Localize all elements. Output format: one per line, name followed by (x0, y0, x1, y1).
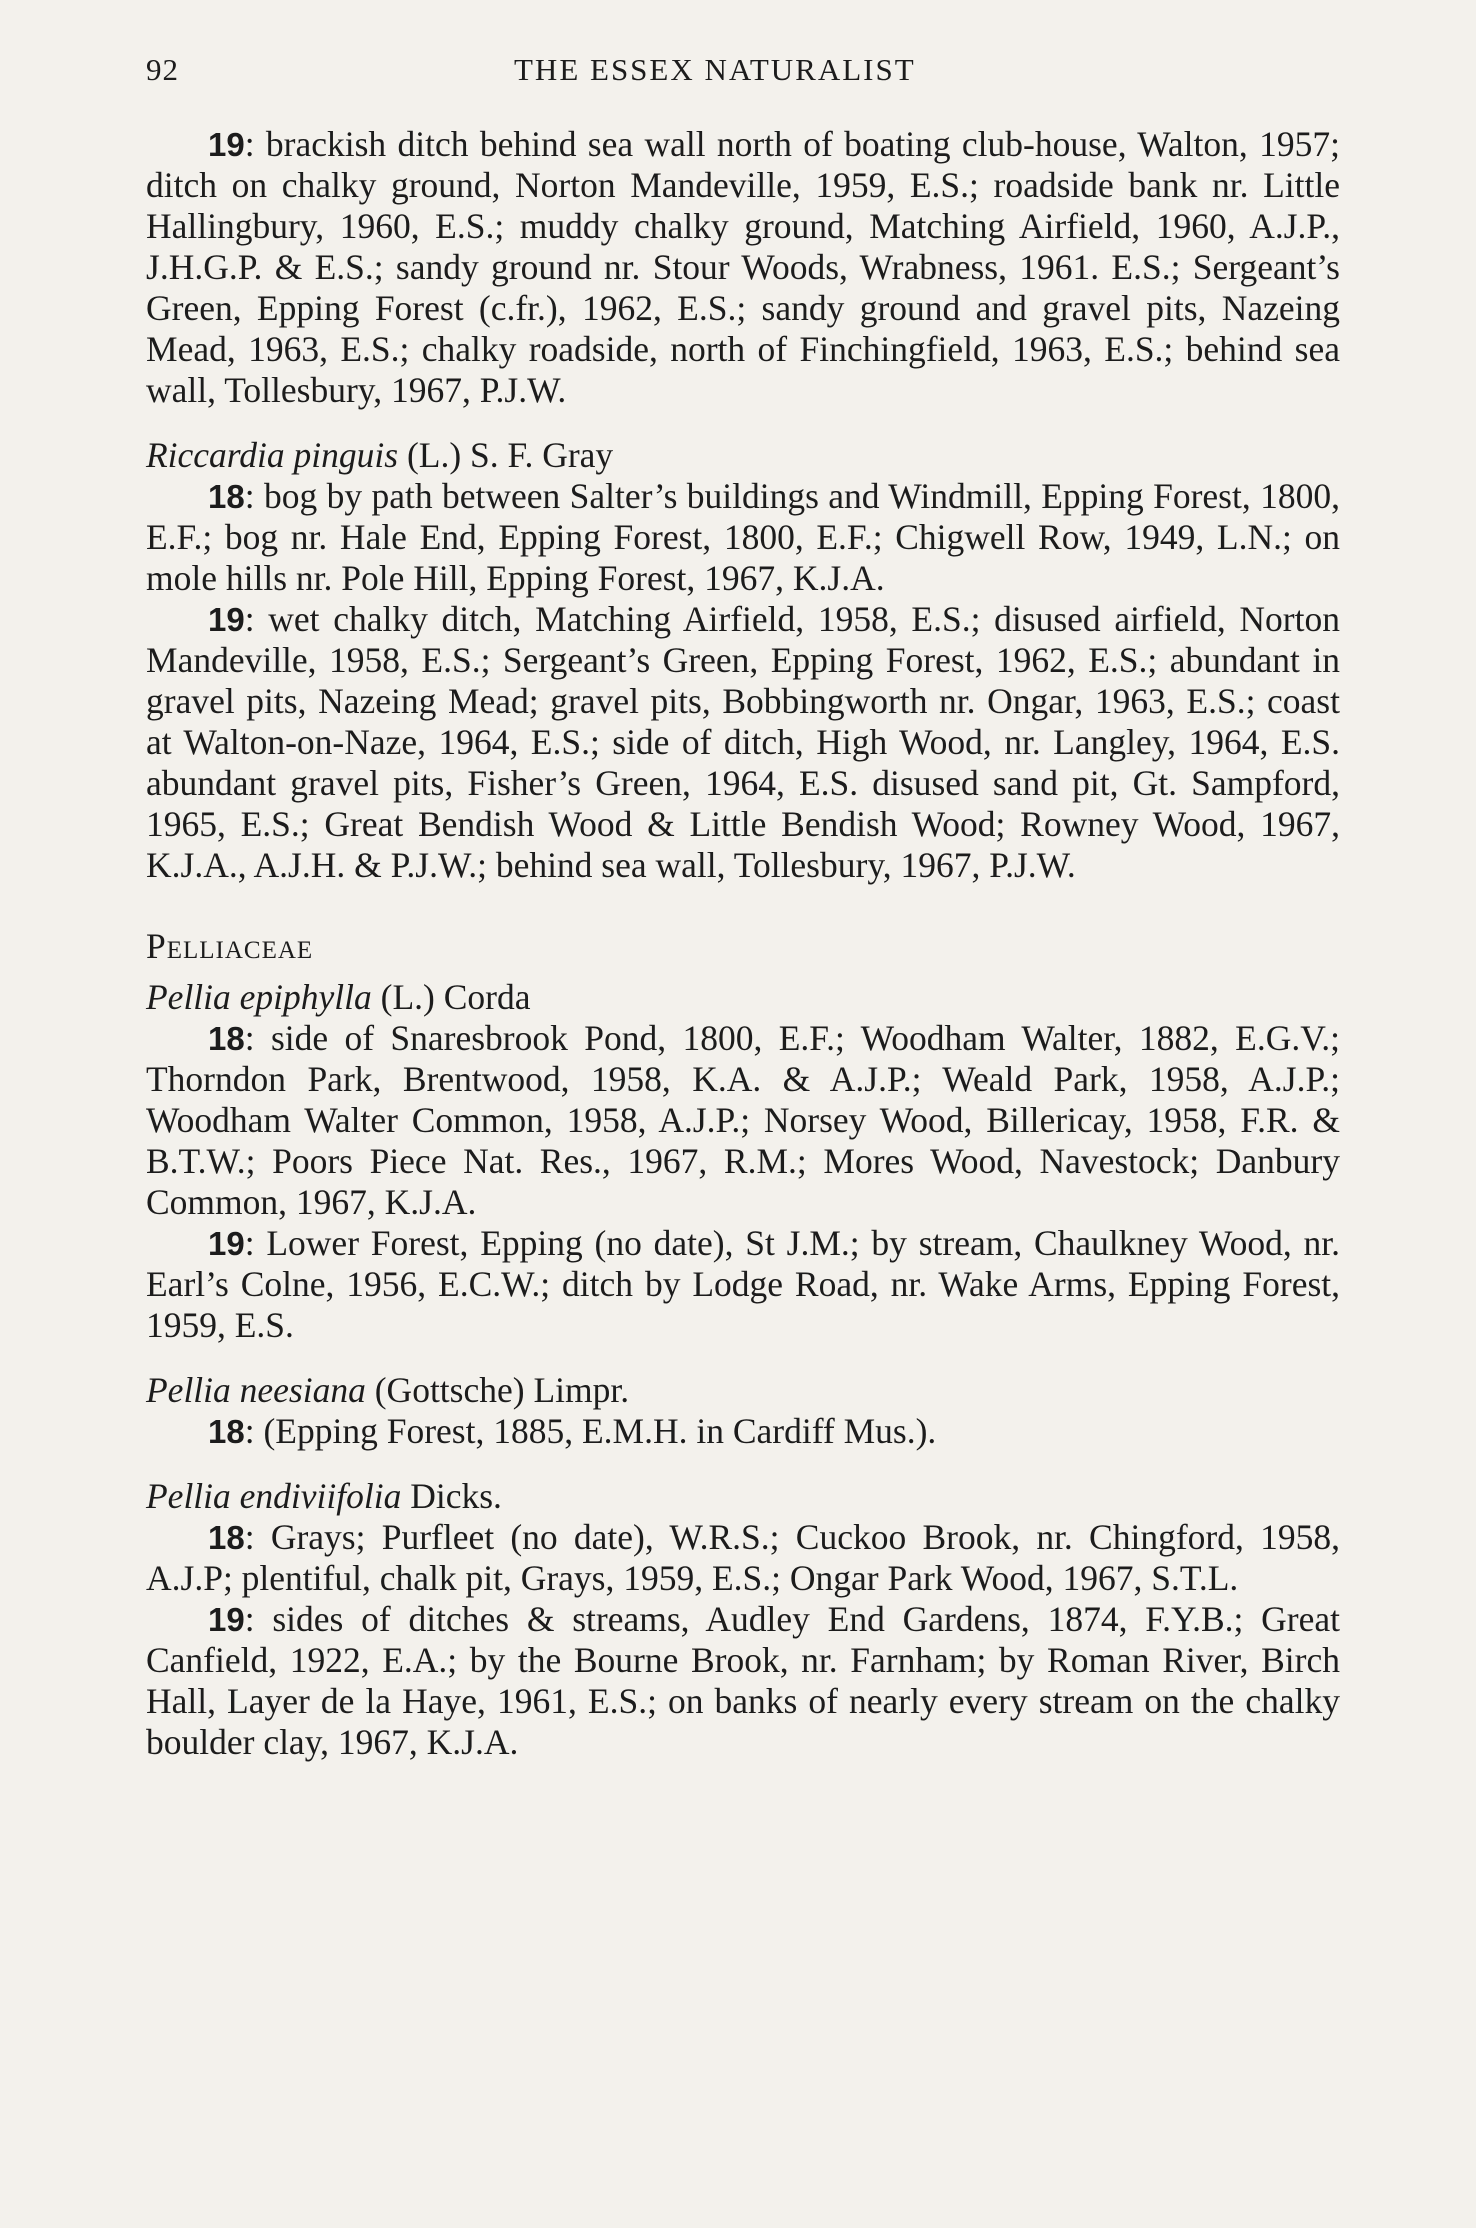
locality-text: : Lower Forest, Epping (no date), St J.M.; by stream, Chaulkney Wood, nr. Earl’s Colne, 1956, E.C.W.; ditch by Lodge Road, nr. Wake Arms, Epping Forest, 1959, E.S. (146, 1223, 1340, 1345)
vice-county-number: 18 (208, 1020, 245, 1057)
locality-paragraph (146, 1599, 1340, 1763)
locality-text: : sides of ditches & streams, Audley End Gardens, 1874, F.Y.B.; Great Canfield, 1922, E.A.; by the Bourne Brook, nr. Farnham; by Roman River, Birch Hall, Layer de la Haye, 1961, E.S.; on banks of nearly every stream on the chalky boulder clay, 1967, K.J.A. (146, 1599, 1340, 1762)
locality-paragraph (146, 1018, 1340, 1223)
page-header (146, 52, 1346, 92)
species-heading (146, 1476, 1340, 1517)
species-authority: (L.) S. F. Gray (398, 435, 614, 475)
locality-paragraph (146, 1411, 1340, 1452)
locality-text: : bog by path between Salter’s buildings and Windmill, Epping Forest, 1800, E.F.; bog nr. Hale End, Epping Forest, 1800, E.F.; Chigwell Row, 1949, L.N.; on mole hills nr. Pole Hill, Epping Forest, 1967, K.J.A. (146, 476, 1340, 598)
running-title: THE ESSEX NATURALIST (514, 52, 916, 87)
vice-county-number: 18 (208, 478, 245, 515)
species-heading (146, 435, 1340, 476)
species-name: Pellia epiphylla (146, 977, 372, 1017)
vice-county-number: 19 (208, 1601, 245, 1638)
locality-paragraph (146, 599, 1340, 886)
species-authority: (L.) Corda (371, 977, 531, 1017)
vice-county-number: 18 (208, 1519, 245, 1556)
page-number: 92 (146, 52, 179, 87)
locality-text: : wet chalky ditch, Matching Airfield, 1958, E.S.; disused airfield, Norton Mandeville, 1958, E.S.; Sergeant’s Green, Epping Forest, 1962, E.S.; abundant in gravel pits, Nazeing Mead; gravel pits, Bobbingworth nr. Ongar, 1963, E.S.; coast at Walton-on-Naze, 1964, E.S.; side of ditch, High Wood, nr. Langley, 1964, E.S. abundant gravel pits, Fisher’s Green, 1964, E.S. disused sand pit, Gt. Sampford, 1965, E.S.; Great Bendish Wood & Little Bendish Wood; Rowney Wood, 1967, K.J.A., A.J.H. & P.J.W.; behind sea wall, Tollesbury, 1967, P.J.W. (146, 599, 1340, 885)
vice-county-number: 19 (208, 126, 245, 163)
species-authority: (Gottsche) Limpr. (365, 1370, 630, 1410)
species-heading (146, 1370, 1340, 1411)
locality-text: : (Epping Forest, 1885, E.M.H. in Cardiff Mus.). (244, 1411, 937, 1451)
species-heading (146, 977, 1340, 1018)
locality-text: : Grays; Purfleet (no date), W.R.S.; Cuckoo Brook, nr. Chingford, 1958, A.J.P; plentiful, chalk pit, Grays, 1959, E.S.; Ongar Park Wood, 1967, S.T.L. (146, 1517, 1340, 1598)
family-heading: Pelliaceae (146, 926, 314, 966)
vice-county-number: 18 (208, 1413, 245, 1450)
locality-paragraph (146, 1223, 1340, 1346)
vice-county-number: 19 (208, 1225, 245, 1262)
locality-paragraph (146, 1517, 1340, 1599)
locality-text: : brackish ditch behind sea wall north of boating club-house, Walton, 1957; ditch on chalky ground, Norton Mandeville, 1959, E.S.; roadside bank nr. Little Hallingbury, 1960, E.S.; muddy chalky ground, Matching Airfield, 1960, A.J.P., J.H.G.P. & E.S.; sandy ground nr. Stour Woods, Wrabness, 1961. E.S.; Sergeant’s Green, Epping Forest (c.fr.), 1962, E.S.; sandy ground and gravel pits, Nazeing Mead, 1963, E.S.; chalky roadside, north of Finchingfield, 1963, E.S.; behind sea wall, Tollesbury, 1967, P.J.W. (146, 124, 1340, 410)
body-text (146, 124, 1340, 1763)
species-authority: Dicks. (401, 1476, 502, 1516)
species-name: Pellia neesiana (146, 1370, 366, 1410)
locality-text: : side of Snaresbrook Pond, 1800, E.F.; Woodham Walter, 1882, E.G.V.; Thorndon Park, Brentwood, 1958, K.A. & A.J.P.; Weald Park, 1958, A.J.P.; Woodham Walter Common, 1958, A.J.P.; Norsey Wood, Billericay, 1958, F.R. & B.T.W.; Poors Piece Nat. Res., 1967, R.M.; Mores Wood, Navestock; Danbury Common, 1967, K.J.A. (146, 1018, 1340, 1222)
species-name: Pellia endiviifolia (146, 1476, 402, 1516)
species-name: Riccardia pinguis (146, 435, 399, 475)
vice-county-number: 19 (208, 601, 245, 638)
locality-paragraph (146, 476, 1340, 599)
locality-paragraph (146, 124, 1340, 411)
